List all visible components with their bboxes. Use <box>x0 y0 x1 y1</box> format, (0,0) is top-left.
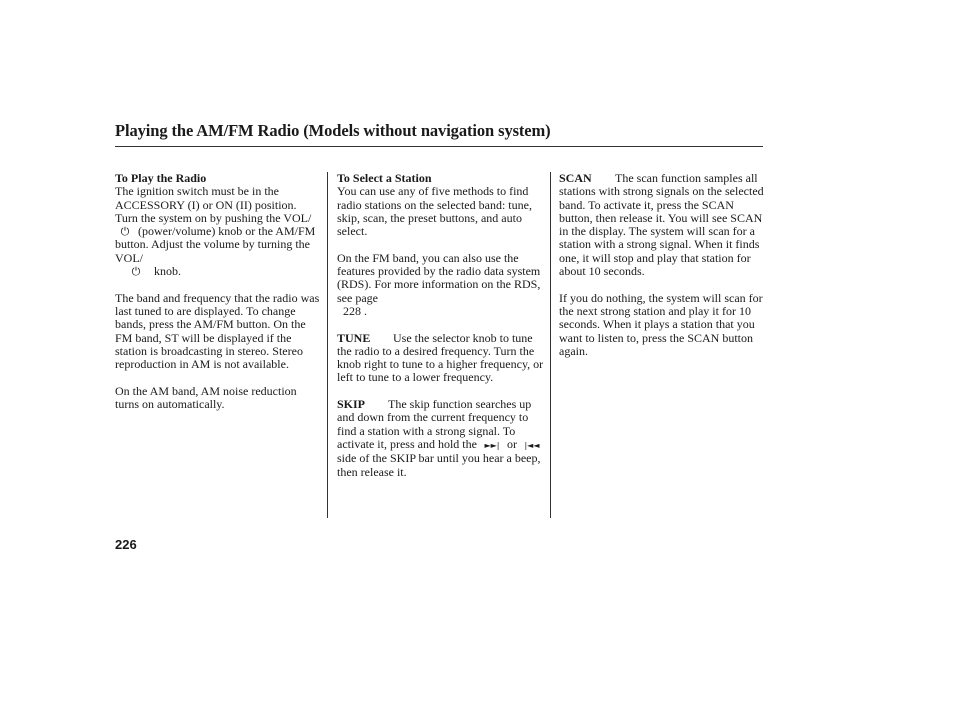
paragraph-five-methods: You can use any of five methods to find radio stations on the selected band: tune, skip, scan, the preset buttons, and auto select. <box>337 184 532 239</box>
paragraph-scan-continue: If you do nothing, the system will scan for the next strong station and play it for 10 seconds. When it plays a station that you want to listen to, press the SCAN button again. <box>559 290 763 358</box>
column-divider-1 <box>327 172 328 518</box>
ignition-text-part2: (power/volume) knob or the AM/FM button. Adjust the volume by turning the VOL/ <box>115 224 316 265</box>
paragraph-am-noise: On the AM band, AM noise reduction turns on automatically. <box>115 383 297 412</box>
paragraph-skip <box>337 398 544 479</box>
heading-play-radio: To Play the Radio <box>115 171 207 185</box>
page-title: Playing the AM/FM Radio (Models without navigation system) <box>115 121 551 140</box>
heading-select-station: To Select a Station <box>337 171 432 185</box>
title-divider <box>115 146 763 147</box>
scan-term: SCAN <box>559 171 592 185</box>
paragraph-tune <box>337 332 544 385</box>
column-divider-2 <box>550 172 551 518</box>
power-icon: ⏻ <box>131 265 141 279</box>
scan-text: The scan function samples all stations with strong signals on the selected band. To activate it, press the SCAN button, then release it. You will see SCAN in the display. The system will scan for a station with a strong signal. When it finds one, it will stop and play that station for about 10 seconds. <box>559 171 764 279</box>
power-icon: ⏻ <box>120 225 130 239</box>
paragraph-ignition <box>115 185 321 278</box>
page-number: 226 <box>115 537 137 552</box>
skip-or: or <box>506 436 517 451</box>
paragraph-rds <box>337 252 544 318</box>
tune-text: Use the selector knob to tune the radio to a desired frequency. Turn the knob right to tune to a higher frequency, or left to tune to a lower frequency. <box>337 330 544 385</box>
paragraph-scan <box>559 172 764 278</box>
rds-period: . <box>364 303 367 318</box>
paragraph-band-frequency: The band and frequency that the radio was last tuned to are displayed. To change bands, press the AM/FM button. On the FM band, ST will be displayed if the station is broadcasting in stereo. Stereo reproduction in AM is not available. <box>115 290 320 372</box>
skip-forward-icon: ►►| <box>484 440 500 450</box>
skip-text-part1: The skip function searches up and down from the current frequency to find a station with a strong signal. To activate it, press and hold the <box>337 397 532 451</box>
tune-term: TUNE <box>337 330 371 345</box>
column-play-radio <box>115 172 321 425</box>
column-scan <box>559 172 764 371</box>
skip-text-part2: side of the SKIP bar until you hear a beep, then release it. <box>337 451 541 479</box>
ignition-text-part1: The ignition switch must be in the ACCESSORY (I) or ON (II) position. Turn the system on by pushing the VOL/ <box>115 184 312 225</box>
skip-term: SKIP <box>337 397 366 412</box>
ignition-text-part3: knob. <box>154 264 181 279</box>
column-select-station <box>337 172 544 492</box>
rds-text: On the FM band, you can also use the features provided by the radio data system (RDS). For more information on the RDS, see page <box>337 250 541 305</box>
rds-page-link[interactable]: 228 <box>343 303 361 318</box>
skip-back-icon: |◄◄ <box>524 440 540 450</box>
